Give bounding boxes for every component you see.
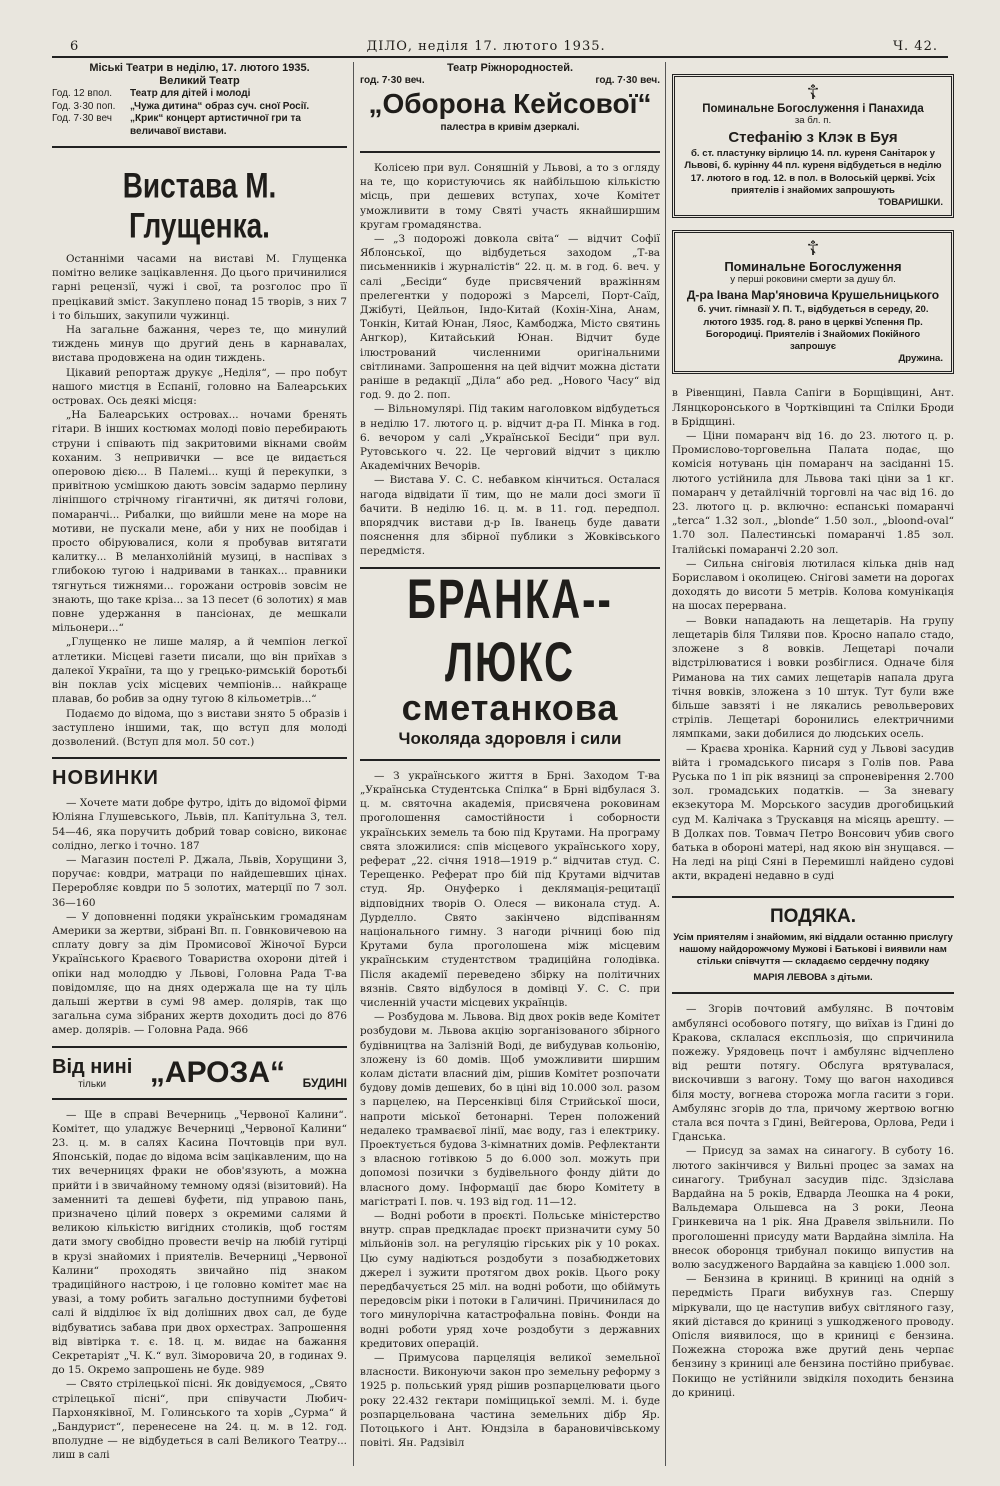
paragraph: — Сильна сніговія лютилася кілька днів над Бориславом і околицею. Снігові замети на дорогах доходять до висоти 5 метрів. Колова комунікація на шосах перервана. — [672, 557, 954, 613]
thanks-title: ПОДЯКА. — [770, 905, 856, 927]
variety-theatre-ad — [360, 62, 660, 133]
paragraph: Останніми часами на виставі М. Глущенка помітно велике зацікавлення. До цього причинилися гарні рецензії, чужі і свої, та розголос про її прецікавий зміст. Закуплено понад 15 творів, з них 7 і то більших, закупили чужинці. — [52, 253, 347, 322]
paragraph: „Глущенко не лише маляр, а й чемпіон легкої атлетики. Місцеві газети писали, що він приїхав з далекої України, та що у грецько-римській боротьбі він поклав усіх місцевих чемпіонів... найкраще плавав, бо робив за одну тугою 8 кільометрів...“ — [52, 636, 347, 706]
notice-signature: Дружина. — [898, 353, 943, 365]
memorial-notice-2: ☦ Поминальне Богослуження у перші роковини смерти за душу бл. Д-ра Івана Мар'яновича Крушельницького б. учит. гімназії У. П. Т., відбудеться в середу, 20. лютого 1935. год. 8. рано в церкві Успення Пр. Богородиці. Приятелів і Знайомих Покійного запрошує Дружина. — [672, 230, 954, 374]
page-header — [70, 36, 938, 56]
variety-time-left: год. 7·30 веч. — [360, 75, 425, 86]
notice-name: Д-ра Івана Мар'яновича Крушельницького — [686, 288, 940, 303]
variety-time-right: год. 7·30 веч. — [595, 75, 660, 86]
branka-ad — [360, 568, 660, 749]
paragraph: „На Балеарських островах... ночами бренять гітари. В інших костюмах молоді повіо перебирають струни і співають під закритовими вікнами свойм коханим. З непривички — все це видається оперовою дією... В Палемі... кущі й перекупки, з привітною усмішкою дають зовсім задармо перлину лініпшого стрічному гігантичні, як дитячі голови, помаранчі... Рибалки, що вийшли мене на море на мотиви, не пускали мене, аби у них не пообідав і просто обіруювалися, коли я пробував витягати калитку... В меланхолійній музиці, в наспівах з глибокою тугою і надривами в танках... правники тягнуться тижнями... горожани островів зовсім не знають, що таке кріза... за 13 песет (6 золотих) я мав повне удержання в пансіонах, де мешкали мільонери...“ — [52, 409, 347, 635]
paragraph: — Примусова парцеляція великої земельної власности. Виконуючи закон про земельну реформу з 1925 р. польський уряд рішив розпарцелювати цього року 22.432 гектари поміщицької землі. М. і. буде розпарцельована частина земельних дібр Яр. Потоцького і Ант. Юндзіла в барановичівському повіті. Ян. Радзівіл — [360, 1352, 660, 1450]
paragraph: — Магазин постелі Р. Джала, Львів, Хорущини 3, поручає: ковдри, матраци по найдешевших цінах. Переробляє ковдри по 5 золотих, матерції по 7 зол. 36—160 — [52, 853, 347, 909]
theatre-row: Год. 7·30 веч „Крик“ концерт артистичної гри та величавої вистави. — [52, 113, 301, 137]
paragraph: Цікавий репортаж друкує „Неділя“, — про побут нашого мистця в Еспанії, головно на Балеарських островах. Ось деякі місця: — [52, 366, 347, 408]
paragraph: — „З подорожі довкола світа“ — відчит Софії Яблонської, що відбудеться заходом „Т-ва письменників і журналістів“ 22. ц. м. в год. 6. веч. у салі „Бесіди“ буде присвячений вражінням прелегентки у подорожі з Марселі, Порт-Саїд, Джібуті, Цейльон, Індо-Китай (Кохін-Хіна, Анам, Тонкін, Китай Юнан, Ляос, Камбоджа, Місто святинь Ангкор), Китайський Юнан. Відчит буде ілюстрований численними оригінальними світлинами. Запрошення на цей відчит можна дістати раніше в редакції „Діла“ або ред. „Нового Часу“ від год. 9. до 2. поп. — [360, 233, 660, 402]
notice-title: Поминальне Богослуження — [724, 259, 902, 275]
theatre-subtitle: Великий Театр — [159, 75, 240, 87]
paragraph: — Вовки нападають на лещетарів. На групу лещетарів біля Тиляви пов. Кросно напало стадо, зложене з 8 вовків. Лещетарі почали відстрілюватися і вовки розбіглися. Одначе біля Риманова на тих самих лещетарів напала друга тічня вовків, зложена з 10 штук. Тут були вже більше завзяті і не лякались револьверових стрілів. Лещетарі боронились електричними лямпками, заки добилися до людських осель. — [672, 614, 954, 741]
section-rule — [672, 992, 954, 994]
paragraph: — Водні роботи в проєкті. Польське міністерство внутр. справ предкладає проєкт призначити суму 50 мільйонів зол. на регуляцію гірських рік у 10 роках. Цю суму надіються роздобути з позабюджетових джерел і зужити протягом двох років. Цього року передбачується 25 міл. на водні роботи, що обіймуть передовсім ріки і потоки в Галичині. Причинилася до того минулорічна катастрофальна повінь. Фонди на водні роботи уряд хоче роздобути з державних кредитових операцій. — [360, 1209, 660, 1350]
section-rule — [52, 146, 347, 148]
theatre-title: Міські Театри в неділю, 17. лютого 1935. — [89, 62, 310, 74]
paragraph: в Рівенщині, Павла Сапіги в Борщівщині, Ант. Лянцкоронського в Чортківщині та Спілки Броди в Брідщині. — [672, 387, 954, 428]
column-3 — [672, 62, 954, 1400]
cross-icon: ☦ — [806, 238, 820, 261]
notice-title: Поминальне Богослуження і Панахида — [702, 103, 924, 115]
branka-slogan: Чоколяда здоровля і сили — [398, 728, 622, 748]
section-rule — [52, 1098, 347, 1100]
paragraph: На загальне бажання, через те, що минулий тиждень минув що другий день в карнавалах, вистава продовжена на один тиждень. — [52, 324, 347, 365]
paragraph: — Присуд за замах на синагогу. В суботу 16. лютого закінчився у Вильні процес за замах на синагогу. Трибунал засудив підс. Здзіслава Вардайна на 5 років, Едварда Леошка на 4 роки, Вальдемара Ольшевса на 3 роки, Леона Гринкевича на 1 рік. Яна Дравеля звільнили. По проголошенні присуду мати Вардайна зімліла. На внесок оборонця трибунал покищо випустив на волю засудженого Вардайна за кавцією 1.000 зол. — [672, 1145, 954, 1272]
branka-brand: БРАНКА--ЛЮКС — [407, 568, 613, 694]
theatre-row: Год. 12 впол. Театр для дітей і молоді — [52, 88, 251, 99]
paragraph: Подаємо до відома, що з вистави знято 5 образів і заступлено іншими, так, що вступ для молоді дозволений. (Вступ для мол. 50 сот.) — [52, 707, 347, 748]
variety-desc: палестра в кривім дзеркалі. — [440, 122, 580, 133]
aroza-wakes: БУДИНІ — [302, 1075, 347, 1090]
paragraph: — Ще в справі Вечерниць „Червоної Калини“. Комітет, що уладжує Вечерниці „Червоної Калини“ 23. ц. м. в салях Касина Почтовців при вул. Японській, подає до відома всім зацікавленим, що на тих вечерницях фраки не обов'язують, а можна прийти і в звичайному темному одязі (візитовий). На заменниті та дешеві буфети, під управою пань, призначено цілий поверх з окремими салями й великою кількістю вигідних столиків, щоб гостям дати змогу свобідно провести вечір на любій гутірці в крузі знайомих і приятелів. Вечерниці „Червоної Калини“ проходять звичайно під знаком традиційного настрою, і це головно комітет має на увазі, а тому робить загально доступними буфетові салі й відділює їх від долішних двох сал, де буде відбуватись забава при двох орхестрах. Запрошення від вівтірка т. є. 18. ц. м. видає на бажання Секретаріят „Ч. К.“ вул. Зіморовича 20, в годинах 9. до 15. Окремо запрошень не буде. 989 — [52, 1108, 347, 1377]
paragraph: — З українського життя в Брні. Заходом Т-ва „Українська Студентська Спілка“ в Брні відбулася 3. ц. м. святочна академія, присвячена роковинам проголошення самостійности і соборности українських земель та бою під Крутами. На програму свята зложилися: спів місцевого українського хору, реферат „22. січня 1918—1919 р.“ відчитав студ. С. Терещенко. Реферат про бій під Крутами відчитав студ. Яр. Онуферко і деклямація-рецитації відповідних творів О. Олеся — виконала студ. А. Дурделло. Свято закінчено відспіванням національного гимну. З нагоди річниці бою під Крутами була проголошена між місцевим українським студентством традиційна голодівка. Після академії переведено збірку на політичних вязнів. Свято відбулося в домівці У. С. С. при численній участи місцевих українців. — [360, 769, 660, 1009]
header-rule — [52, 56, 948, 58]
aroza-ad — [52, 1056, 347, 1090]
branka-type: сметанкова — [401, 686, 619, 728]
article-title: Вистава М. Глущенка. — [122, 166, 277, 245]
paragraph: — Вистава У. С. С. небавком кінчиться. Осталася нагода відвідати її тим, що не мали досі змоги її бачити. В неділю 16. ц. м. в 11. год. передпол. впорядчик вистави д-р Ів. Іванець буде давати пояснення для збірної публики з Жовківського передмістя. — [360, 474, 660, 558]
aroza-brand: „АРОЗА“ — [149, 1055, 285, 1089]
section-rule — [672, 896, 954, 898]
variety-play: „Оборона Кейсової“ — [368, 88, 652, 119]
theatre-ad — [52, 62, 347, 138]
paragraph: — Свято стрілецької пісні. Як довідуємося, „Свято стрілецької пісні“, при співучасти Любич-Пархоняківної, М. Голинського та хорів „Сурма“ й „Бандурист“, перенесене на 24. ц. м. в 12. год. вполудне — не відбудеться в салі Великого Театру... лиш в салі — [52, 1378, 347, 1462]
section-rule — [360, 759, 660, 761]
column-divider — [353, 62, 354, 1466]
masthead: ДІЛО, неділя 17. лютого 1935. — [366, 38, 606, 54]
paragraph: — Краєва хроніка. Карний суд у Львові засудив війта і громадського писаря з Голів пов. Рава Руська по 1 іп рік вязниці за спроневірення 2.700 зол. громадських податків. — За зневагу екзекутора М. Морського засудив дрогобицький суд М. Калічака з Трускавця на місяць арешту. — В Долках пов. Товмач Петро Вонсович убив свого батька в обороні матері, над якою він знущався. — На леді на ріці Сяні в Перемишлі найдено судові акти, вкрадені недавно в суді — [672, 742, 954, 883]
paragraph: — Ціни помаранч від 16. до 23. лютого ц. р. Промислово-торговельна Палата подає, що комісія нотувань цін помаранч на засіданні 15. лютого устійнила для Львова такі ціни за 1 кг. помаранч у детайлічній торговлі на час від 16. до 23. лютого ц. р. включно: еспанські помаранчі „terca“ 1.32 зол., „blonde“ 1.50 зол., „bloond-oval“ 1.70 зол. Палестинські помаранчі 1.85 зол. Італійські помаранчі 2.20 зол. — [672, 430, 954, 556]
column-1 — [52, 62, 347, 1463]
cross-icon: ☦ — [806, 82, 820, 104]
paragraph: — Згорів почтовий амбулянс. В почтовім амбулянсі особового потягу, що виїхав із Гдині до Кракова, склалася експльозія, що спричинила пожежу. Урядовець почт і амбулянс відчеплено від решти потягу. Обслуга врятувалася, вискочивши з вагону. Тому що вагон находився біля мосту, вогнева сторожа могла гасити з гори. Амбулянс згорів до тла, причому жертвою вогню стала вся почта з Гдині, Вейгерова, Орлова, Реди і Гданська. — [672, 1003, 954, 1144]
thanks-signature: МАРІЯ ЛЕВОВА з дітьми. — [753, 972, 873, 984]
page-number: 6 — [70, 38, 80, 54]
notice-name: Стефанію з Клэк в Буя — [728, 129, 898, 147]
section-rule — [360, 151, 660, 153]
paragraph: — У доповненні подяки українським громадянам Америки за жертви, зібрані Вп. п. Говнковичевою на сплату довгу за дім Промисової Жіночої Бурси Українського Краєвого Товариства охорони дітей і опіки над молоддю у Львові, Головна Рада Т-ва повідомляє, що на днях одержала ще на ту ціль дальші жертви в сумі 98 амер. долярів, так що загальна сума зібраних жертв доходить досі до 876 амер. долярів. — Головна Рада. 966 — [52, 910, 347, 1037]
paragraph: — Хочете мати добре футро, ідіть до відомої фірми Юліяна Глушевського, Львів, пл. Капітульна 3, тел. 54—46, яка поручить добрий товар совісно, виконає солідно, легко і точно. 187 — [52, 797, 347, 852]
thanks-notice: ПОДЯКА. Усім приятелям і знайомим, які віддали останню прислугу нашому найдорожчому Мужові і Батькові і виявили нам стільки співчуття — складаємо сердечну подяку МАРІЯ ЛЕВОВА з дітьми. — [673, 905, 953, 984]
paragraph: Колісею при вул. Соняшній у Львові, а то з огляду на те, що користуючись як найбільшою кількістю місць, при дешевих вступах, хоче Комітет уможливити в тому Святі участь якнайширшим кругам громадянства. — [360, 162, 660, 231]
column-2 — [360, 62, 660, 1450]
variety-title: Театр Ріжнородностей. — [446, 62, 574, 74]
section-rule — [52, 757, 347, 759]
aroza-from-now: Від нині — [52, 1055, 133, 1078]
section-heading: НОВИНКИ — [52, 767, 159, 790]
paragraph: — Бензина в криниці. В криниці на одній з передмість Праги вибухнув газ. Спершу міркували, що це наступив вибух світляного газу, який дістався до криниці з ушкодженого проводу. Опісля виявилося, що в криниці є бензина. Пожежна сторожа вже другий день черпає бензину з криниці але бензина постійно прибуває. Покищо не устійнили звідкіля походить бензина до криниці. — [672, 1273, 954, 1399]
paragraph: — Розбудова м. Львова. Від двох років веде Комітет розбудови м. Львова акцію зорганізованого збірного будівництва на Залізній Воді, де вибудував кольонію, зложену із 60 домів. Щоб уможливити ширшим колам дістати власний дім, рішив Комітет розпочати будову домів дешевих, бо в ціні від 10.000 зол. разом з парцелею, на Персенківці біля Стрийської шоси, напроти міської бетонарні. Терен положений недалеко трамваєвої лінії, має воду, газ і електрику. Проектується будова 3-кімнатних домів. Рефлектанти з власною готівкою 5 до 6.000 зол. можуть при допомозі позички з будівельного фонду дійти до власного дому. Інформації дає бюро Комітету в магістраті І. пов. ч. 193 від год. 11—12. — [360, 1011, 660, 1208]
issue-number: Ч. 42. — [892, 38, 938, 54]
memorial-notice-1: ☦ Поминальне Богослуження і Панахида за бл. п. Стефанію з Клэк в Буя б. ст. пластунку вірлицю 14. пл. куреня Санітарок у Львові, б. курінну 44 пл. куреня відбудеться в неділю 17. лютого в год. 12. в пол. в Волоській церкві. Усіх приятелів і знайомих запрошують ТОВАРИШКИ. — [672, 74, 954, 218]
notice-signature: ТОВАРИШКИ. — [878, 197, 943, 209]
aroza-only: тільки — [78, 1078, 107, 1090]
paragraph: — Вільномулярі. Під таким наголовком відбудеться в неділю 17. лютого ц. р. відчит д-ра П. Мінка в год. 6. вечором у салі „Української Бесіди“ при вул. Рутовського ч. 22. Це черговий відчит з циклю Академічних Вечорів. — [360, 403, 660, 473]
section-rule — [52, 1046, 347, 1048]
theatre-row: Год. 3·30 поп. „Чужа дитина“ образ суч. сної Росії. — [52, 100, 310, 112]
column-divider — [665, 62, 666, 1466]
